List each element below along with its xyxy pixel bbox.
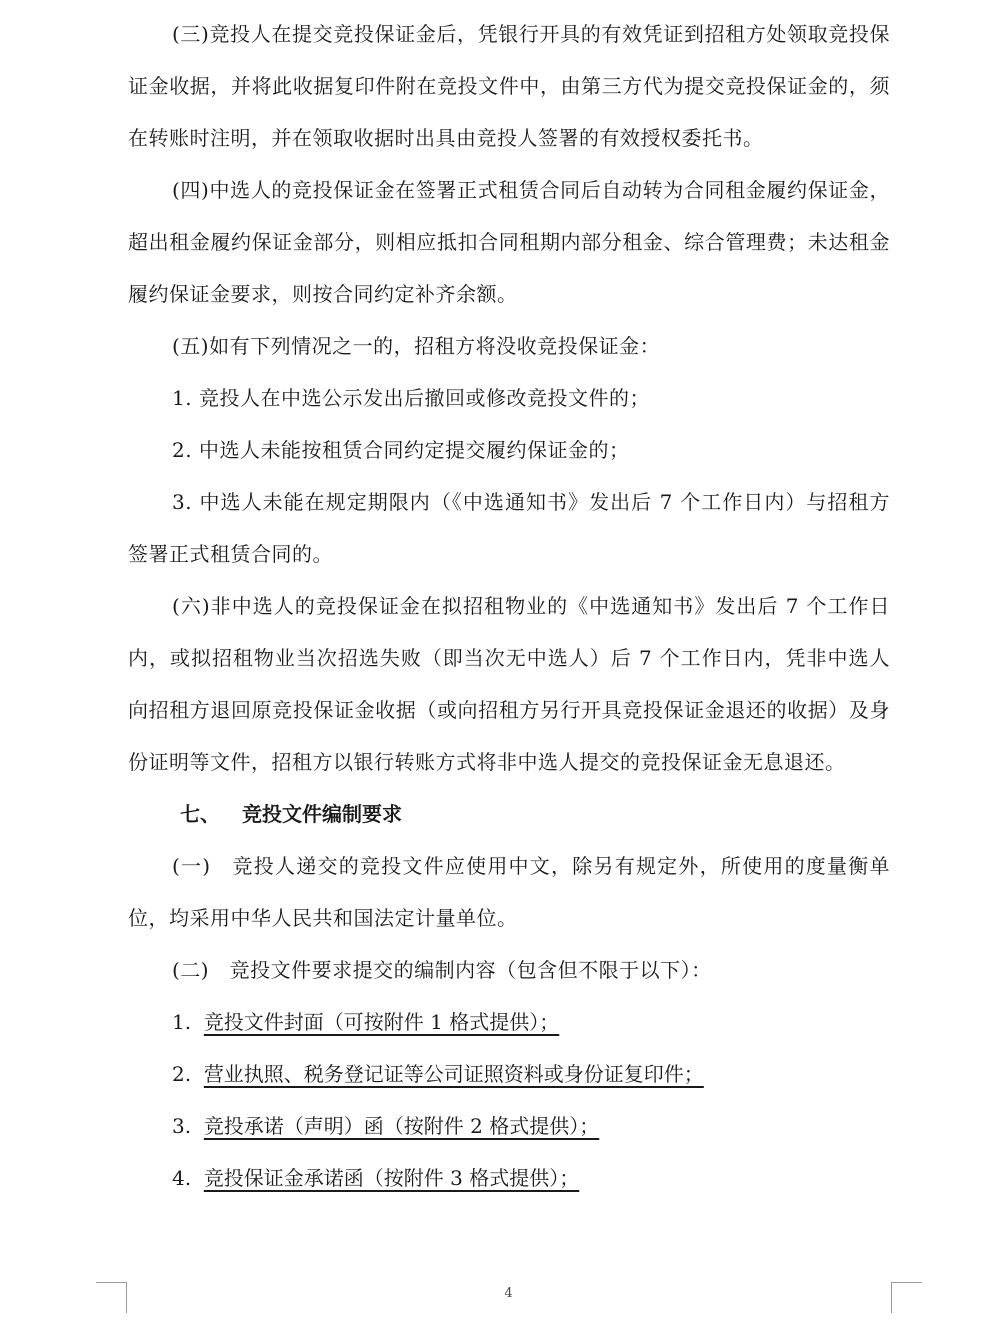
page-content [128,8,890,1204]
paragraph-deposit-conversion: (四)中选人的竞投保证金在签署正式租赁合同后自动转为合同租金履约保证金，超出租金履约保证金部分，则相应抵扣合同租期内部分租金、综合管理费；未达租金履约保证金要求，则按合同约定补齐余额。 [128,178,890,306]
list-item-number: 1. [172,1010,192,1034]
list-item-text: 竞投保证金承诺函（按附件 3 格式提供）； [203,1166,580,1190]
list-item-text: 竞投承诺（声明）函（按附件 2 格式提供）； [203,1114,600,1138]
list-item-number: 4. [172,1166,192,1190]
list-item-number: 2. [172,1062,192,1086]
list-item [128,1100,890,1152]
list-item-text: 竞投文件封面（可按附件 1 格式提供）； [203,1010,560,1034]
page-number: 4 [504,1286,513,1301]
paragraph-language-units: (一) 竞投人递交的竞投文件应使用中文，除另有规定外，所使用的度量衡单位，均采用中华人民共和国法定计量单位。 [128,854,890,930]
section-number: 七、 [180,802,220,826]
paragraph-deposit-receipt: (三)竞投人在提交竞投保证金后，凭银行开具的有效凭证到招租方处领取竞投保证金收据，并将此收据复印件附在竞投文件中，由第三方代为提交竞投保证金的，须在转账时注明，并在领取收据时出具由竞投人签署的有效授权委托书。 [128,22,890,150]
list-item-number: 3. [172,1114,192,1138]
list-item [128,1048,890,1100]
paragraph-forfeiture-conditions: (五)如有下列情况之一的，招租方将没收竞投保证金： [172,334,661,358]
section-heading [128,788,890,840]
paragraph-content-requirements: (二) 竞投文件要求提交的编制内容（包含但不限于以下）： [172,958,712,982]
section-title: 竞投文件编制要求 [242,802,402,826]
list-item [128,996,890,1048]
forfeiture-item-1: 1. 竞投人在中选公示发出后撤回或修改竞投文件的； [172,386,650,410]
forfeiture-item-2: 2. 中选人未能按租赁合同约定提交履约保证金的； [172,438,630,462]
forfeiture-item-3: 3. 中选人未能在规定期限内（《中选通知书》发出后 7 个工作日内）与招租方签署正式租赁合同的。 [128,490,890,566]
list-item [128,1152,890,1204]
list-item-text: 营业执照、税务登记证等公司证照资料或身份证复印件； [203,1062,704,1086]
paragraph-deposit-refund: (六)非中选人的竞投保证金在拟招租物业的《中选通知书》发出后 7 个工作日内，或拟招租物业当次招选失败（即当次无中选人）后 7 个工作日内，凭非中选人向招租方退回原竞投保证金收据（或向招租方另行开具竞投保证金退还的收据）及身份证明等文件，招租方以银行转账方式将非中选人提交的竞投保证金无息退还。 [128,594,890,774]
